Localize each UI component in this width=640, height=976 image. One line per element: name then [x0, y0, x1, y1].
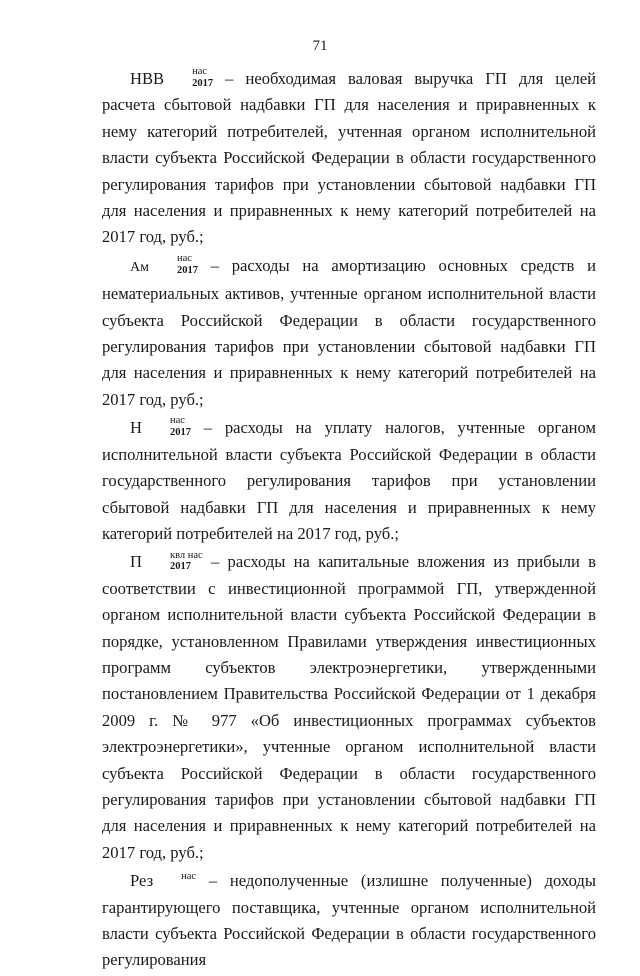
- definition-text: – необходимая валовая выручка ГП для целей расчета сбытовой надбавки ГП для населения и приравненных к нему категорий потребителей, учтенная органом исполнительной власти субъекта Российской Федерации в области государственного регулирования тарифов при установлении сбытовой надбавки ГП для населения и приравненных к нему категорий потребителей на 2017 год, руб.;: [102, 69, 596, 247]
- symbol-superscript: нас: [169, 415, 185, 427]
- page-number: 71: [312, 38, 328, 54]
- formula-symbol: [130, 253, 198, 276]
- definition-text: – расходы на уплату налогов, учтенные органом исполнительной власти субъекта Российской Федерации в области государственного регулирования тарифов при установлении сбытовой надбавки ГП для населения и приравненных к нему категорий потребителей на 2017 год, руб.;: [102, 418, 596, 543]
- symbol-subscript: 2017: [192, 77, 214, 89]
- symbol-indices: [142, 551, 203, 573]
- definition-text: – расходы на амортизацию основных средств и нематериальных активов, учтенные органом исполнительной власти субъекта Российской Федерации в области государственного регулирования тарифов при установлении сбытовой надбавки ГП для населения и приравненных к нему категорий потребителей на 2017 год, руб.;: [102, 255, 596, 409]
- document-body: [102, 66, 596, 976]
- definition-paragraph-p: [102, 549, 596, 866]
- symbol-base: Рез: [130, 871, 154, 891]
- formula-symbol: [130, 871, 196, 890]
- symbol-base: Н: [130, 418, 142, 438]
- symbol-subscript: 2017: [169, 561, 191, 572]
- symbol-indices: [149, 254, 198, 276]
- symbol-indices: [142, 416, 191, 438]
- symbol-superscript: нас: [192, 66, 208, 78]
- formula-symbol: [130, 66, 214, 89]
- definition-paragraph-am: [102, 253, 596, 413]
- symbol-superscript: нас: [176, 253, 192, 265]
- symbol-base: Ам: [130, 259, 149, 275]
- formula-symbol: [130, 549, 203, 572]
- definition-paragraph-rez: [102, 868, 596, 974]
- symbol-indices: [164, 67, 213, 89]
- symbol-base: П: [130, 552, 142, 572]
- symbol-subscript: 2017: [176, 264, 198, 276]
- definition-text: – расходы на капитальные вложения из прибыли в соответствии с инвестиционной программой ГП, утвержденной органом исполнительной власти субъекта Российской Федерации в порядке, установленном Правилами утверждения инвестиционных программ субъектов электроэнергетики, утвержденными постановлением Правительства Российской Федерации от 1 декабря 2009 г. № 977 «Об инвестиционных программах субъектов электроэнергетики», учтенные органом исполнительной власти субъекта Российской Федерации в области государственного регулирования тарифов при установлении сбытовой надбавки ГП для населения и приравненных к нему категорий потребителей на 2017 год, руб.;: [102, 552, 596, 862]
- symbol-subscript: 2017: [169, 426, 191, 438]
- symbol-superscript: нас: [181, 870, 197, 882]
- definition-paragraph-nvv: [102, 66, 596, 251]
- definition-text: – недополученные (излишне полученные) доходы гарантирующего поставщика, учтенные органом исполнительной власти субъекта Российской Федерации в области государственного регулирования: [102, 871, 596, 970]
- symbol-superscript: квл нас: [169, 549, 203, 561]
- formula-symbol: [130, 415, 191, 438]
- symbol-base: НВВ: [130, 69, 165, 88]
- definition-paragraph-n: [102, 415, 596, 547]
